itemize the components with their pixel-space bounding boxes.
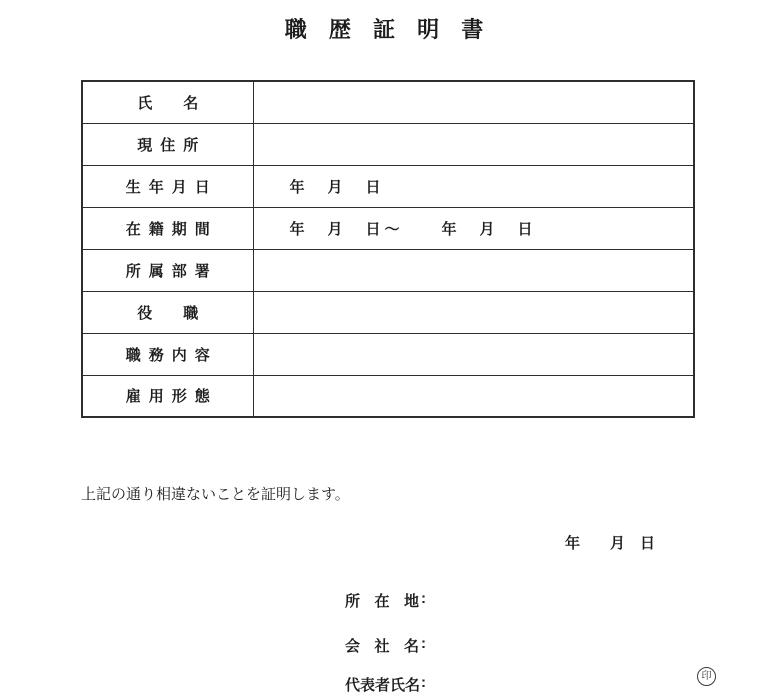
- seal-mark-icon: 印: [697, 667, 716, 686]
- row-value-employment-period: 年 月 日～ 年 月 日: [253, 207, 694, 249]
- table-row-birthdate: [82, 165, 694, 207]
- row-label-department: 所属部署: [82, 249, 253, 291]
- table-row-job-description: [82, 333, 694, 375]
- row-value-job-description: [253, 333, 694, 375]
- certification-date-line: 年 月 日: [565, 535, 656, 552]
- row-value-birthdate: 年 月 日: [253, 165, 694, 207]
- row-label-birthdate: 生年月日: [82, 165, 253, 207]
- table-row-address: [82, 123, 694, 165]
- table-row-employment-period: [82, 207, 694, 249]
- table-row-position: [82, 291, 694, 333]
- representative-colon: :: [421, 674, 426, 691]
- certification-statement: 上記の通り相違ないことを証明します。: [81, 486, 350, 503]
- signature-row-location: [345, 590, 426, 611]
- row-value-department: [253, 249, 694, 291]
- row-value-employment-type: [253, 375, 694, 417]
- row-value-address: [253, 123, 694, 165]
- table-row-employment-type: [82, 375, 694, 417]
- row-label-job-description: 職務内容: [82, 333, 253, 375]
- company-colon: :: [421, 635, 426, 652]
- employment-info-table: [81, 80, 695, 418]
- location-colon: :: [421, 590, 426, 607]
- representative-label: 代表者氏名: [345, 677, 421, 694]
- row-label-employment-type: 雇用形態: [82, 375, 253, 417]
- signature-row-representative: [345, 674, 426, 695]
- location-label: 所在地: [345, 593, 419, 610]
- row-value-name: [253, 81, 694, 123]
- row-label-employment-period: 在籍期間: [82, 207, 253, 249]
- row-label-position: 役 職: [82, 291, 253, 333]
- signature-row-company: [345, 635, 426, 656]
- table-row-department: [82, 249, 694, 291]
- row-label-name: 氏 名: [82, 81, 253, 123]
- company-label: 会社名: [345, 638, 419, 655]
- row-label-address: 現住所: [82, 123, 253, 165]
- row-value-position: [253, 291, 694, 333]
- table-row-name: [82, 81, 694, 123]
- document-title: 職 歴 証 明 書: [284, 17, 492, 42]
